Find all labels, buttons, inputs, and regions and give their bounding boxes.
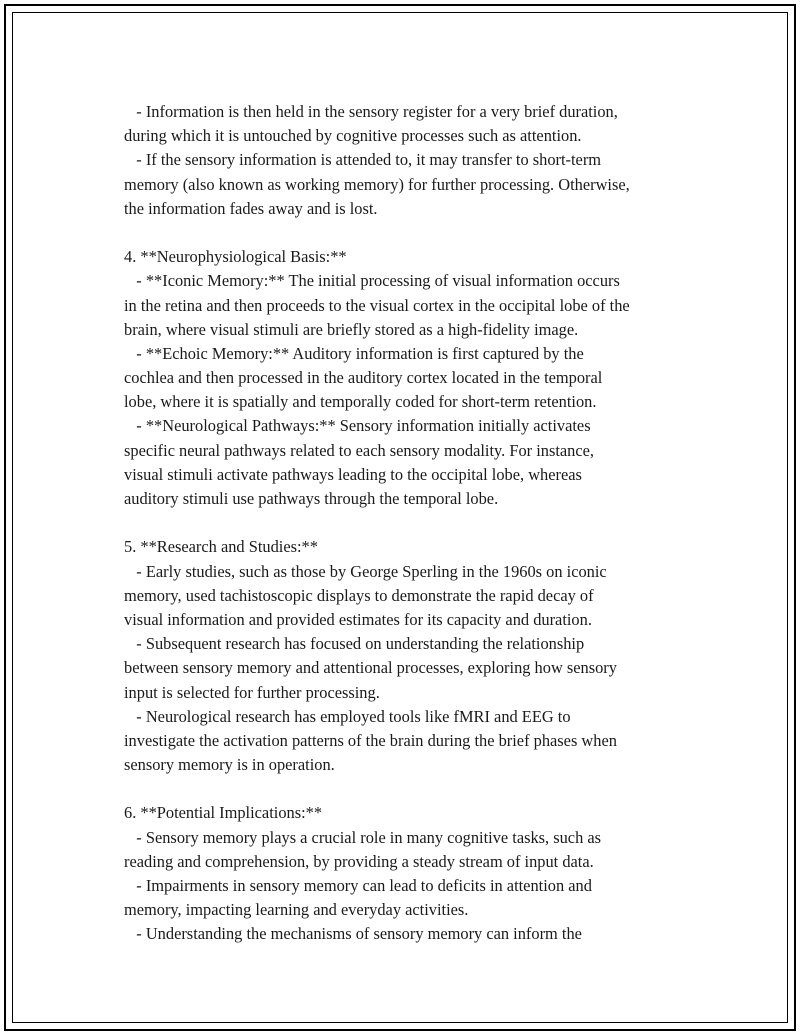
blank-line xyxy=(124,777,724,801)
text-line: - Neurological research has employed tools like fMRI and EEG to xyxy=(124,706,571,726)
text-line: brain, where visual stimuli are briefly stored as a high-fidelity image. xyxy=(124,319,579,339)
text-line: the information fades away and is lost. xyxy=(124,198,378,218)
text-line: input is selected for further processing. xyxy=(124,682,380,702)
text-line: memory (also known as working memory) for further processing. Otherwise, xyxy=(124,174,630,194)
text-line: - Subsequent research has focused on understanding the relationship xyxy=(124,634,585,654)
section-heading: 6. **Potential Implications:** xyxy=(124,803,323,823)
text-line: visual stimuli activate pathways leading to the occipital lobe, whereas xyxy=(124,464,582,484)
text-line: reading and comprehension, by providing a steady stream of input data. xyxy=(124,851,594,871)
document-page xyxy=(4,4,796,1031)
document-text xyxy=(124,100,724,947)
text-line: - **Neurological Pathways:** Sensory information initially activates xyxy=(124,416,591,436)
text-line: sensory memory is in operation. xyxy=(124,755,335,775)
text-line: - **Echoic Memory:** Auditory information is first captured by the xyxy=(124,343,584,363)
text-line: - Early studies, such as those by George Sperling in the 1960s on iconic xyxy=(124,561,607,581)
text-line: investigate the activation patterns of the brain during the brief phases when xyxy=(124,730,617,750)
text-line: cochlea and then processed in the auditory cortex located in the temporal xyxy=(124,368,603,388)
text-line: memory, used tachistoscopic displays to demonstrate the rapid decay of xyxy=(124,585,594,605)
text-line: - Sensory memory plays a crucial role in many cognitive tasks, such as xyxy=(124,827,602,847)
text-line: visual information and provided estimates for its capacity and duration. xyxy=(124,609,592,629)
text-line: lobe, where it is spatially and temporally coded for short-term retention. xyxy=(124,392,597,412)
text-line: specific neural pathways related to each sensory modality. For instance, xyxy=(124,440,595,460)
blank-line xyxy=(124,511,724,535)
blank-line xyxy=(124,221,724,245)
text-line: - Impairments in sensory memory can lead to deficits in attention and xyxy=(124,876,592,895)
text-line: - Information is then held in the sensory register for a very brief duration, xyxy=(124,102,618,121)
text-line: in the retina and then proceeds to the visual cortex in the occipital lobe of the xyxy=(124,295,630,315)
text-line: between sensory memory and attentional processes, exploring how sensory xyxy=(124,658,617,678)
text-line: memory, impacting learning and everyday activities. xyxy=(124,900,469,920)
text-line: - **Iconic Memory:** The initial processing of visual information occurs xyxy=(124,271,620,291)
section-heading: 5. **Research and Studies:** xyxy=(124,537,318,557)
section-heading: 4. **Neurophysiological Basis:** xyxy=(124,247,347,267)
text-line: during which it is untouched by cognitive processes such as attention. xyxy=(124,126,582,146)
text-line: auditory stimuli use pathways through the temporal lobe. xyxy=(124,489,499,508)
text-line: - If the sensory information is attended to, it may transfer to short-term xyxy=(124,150,602,170)
text-line: - Understanding the mechanisms of sensory memory can inform the xyxy=(124,924,582,944)
